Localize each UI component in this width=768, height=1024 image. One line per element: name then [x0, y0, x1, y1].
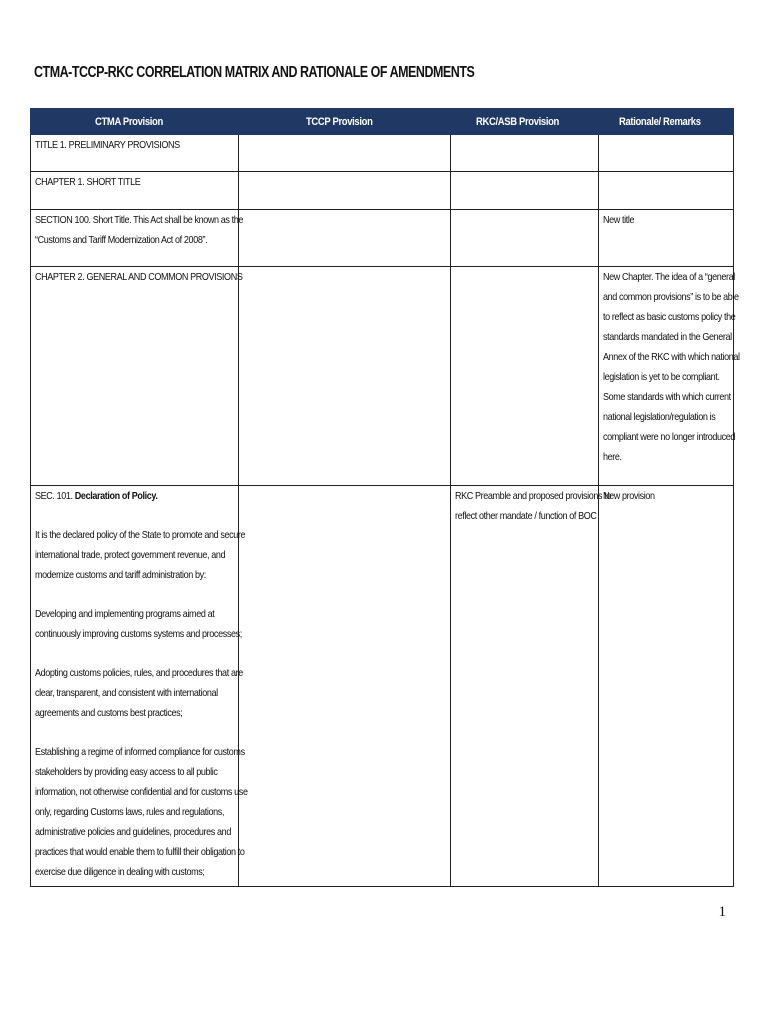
header-ctma-provision: CTMA Provision [31, 109, 239, 135]
cell-rkc [451, 267, 599, 486]
cell-ctma: TITLE 1. PRELIMINARY PROVISIONS [31, 135, 239, 172]
policy-paragraph: Developing and implementing programs aimed at continuously improving customs systems and processes; [35, 608, 242, 640]
section-number: SEC. 101. [35, 490, 75, 502]
cell-rationale: New title [599, 210, 734, 267]
policy-paragraph: Establishing a regime of informed compliance for customs stakeholders by providing easy access to all public information, not otherwise confidential and for customs use only, regarding Customs laws, rules and regulations, administrative policies and guidelines, procedures and practices that would enable them to fulfill their obligation to exercise due diligence in dealing with customs; [35, 746, 248, 878]
correlation-matrix-table [30, 108, 740, 887]
header-rkc-asb-provision: RKC/ASB Provision [451, 109, 599, 135]
cell-tccp [239, 135, 451, 172]
cell-rationale [599, 172, 734, 210]
cell-ctma: CHAPTER 1. SHORT TITLE [31, 172, 239, 210]
cell-ctma [31, 486, 248, 887]
page-number: 1 [718, 904, 726, 920]
cell-tccp [239, 210, 451, 267]
cell-rkc [451, 210, 599, 267]
document-title: CTMA-TCCP-RKC CORRELATION MATRIX AND RATIONALE OF AMENDMENTS [34, 64, 475, 81]
cell-rationale [599, 135, 734, 172]
cell-tccp [239, 486, 451, 887]
cell-rkc [451, 135, 599, 172]
table-row [31, 135, 734, 172]
table-row [31, 486, 734, 887]
cell-rationale: New Chapter. The idea of a “general and common provisions” is to be able to reflect as basic customs policy the standards mandated in the General Annex of the RKC with which national legislation is yet to be compliant. Some standards with which current national legislation/regulation is compliant were no longer introduced here. [599, 267, 734, 486]
cell-tccp [239, 172, 451, 210]
table-row [31, 210, 734, 267]
policy-paragraph: Adopting customs policies, rules, and procedures that are clear, transparent, and consistent with international agreements and customs best practices; [35, 667, 243, 719]
cell-ctma: SECTION 100. Short Title. This Act shall be known as the “Customs and Tariff Modernization Act of 2008”. [31, 210, 239, 267]
policy-paragraph: It is the declared policy of the State to promote and secure international trade, protect government revenue, and modernize customs and tariff administration by: [35, 529, 246, 581]
cell-ctma: CHAPTER 2. GENERAL AND COMMON PROVISIONS [31, 267, 239, 486]
section-heading: Declaration of Policy. [74, 490, 158, 502]
header-tccp-provision: TCCP Provision [239, 109, 451, 135]
table-header-row [31, 109, 734, 135]
cell-rkc: RKC Preamble and proposed provisions to reflect other mandate / function of BOC [451, 486, 599, 887]
cell-rationale: New provision [599, 486, 734, 887]
table-row [31, 267, 734, 486]
table-row [31, 172, 734, 210]
header-rationale-remarks: Rationale/ Remarks [599, 109, 734, 135]
cell-tccp [239, 267, 451, 486]
cell-rkc [451, 172, 599, 210]
